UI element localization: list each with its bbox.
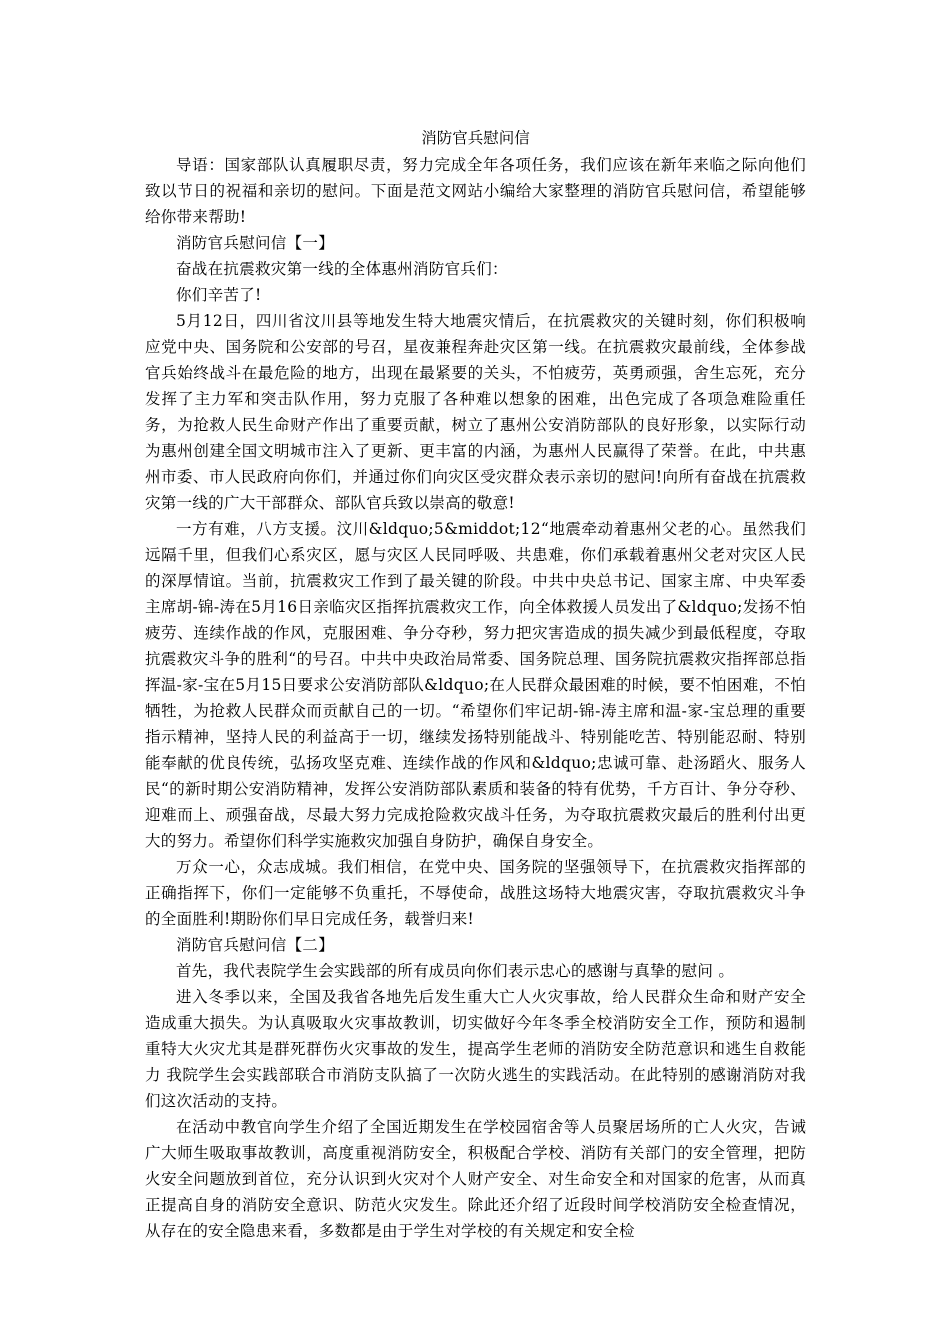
body-paragraph: 首先，我代表院学生会实践部的所有成员向你们表示忠心的感谢与真挚的慰问 。 — [176, 962, 735, 980]
salutation: 奋战在抗震救灾第一线的全体惠州消防官兵们： — [176, 260, 508, 278]
body-paragraph: 在活动中教官向学生介绍了全国近期发生在学校园宿舍等人员聚居场所的亡人火灾，告诫广大师生吸取事故教训，高度重视消防安全，积极配合学校、消防有关部门的安全管理，把防火安全问题放到首位，充分认识到火灾对个人财产安全、对生命安全和对国家的危害，从而真正提高自身的消防安全意识、防范火灾发生。除此还介绍了近段时间学校消防安全检查情况，从存在的安全隐患来看，多数都是由于学生对学校的有关规定和安全检 — [145, 1118, 806, 1240]
body-paragraph: 一方有难，八方支援。汶川&ldquo;5&middot;12“地震牵动着惠州父老的心。虽然我们远隔千里，但我们心系灾区，愿与灾区人民同呼吸、共患难，你们承载着惠州父老对灾区人民的深厚情谊。当前，抗震救灾工作到了最关键的阶段。中共中央总书记、国家主席、中央军委主席胡-锦-涛在5月16日亲临灾区指挥抗震救灾工作，向全体救援人员发出了&ldquo;发扬不怕疲劳、连续作战的作风，克服困难、争分夺秒，努力把灾害造成的损失减少到最低程度，夺取抗震救灾斗争的胜利“的号召。中共中央政治局常委、国务院总理、国务院抗震救灾指挥部总指挥温-家-宝在5月15日要求公安消防部队&ldquo;在人民群众最困难的时候，要不怕困难，不怕牺牲，为抢救人民群众而贡献自己的一切。“希望你们牢记胡-锦-涛主席和温-家-宝总理的重要指示精神，坚持人民的利益高于一切，继续发扬特别能战斗、特别能吃苦、特别能忍耐、特别能奉献的优良传统，弘扬攻坚克难、连续作战的作风和&ldquo;忠诚可靠、赴汤蹈火、服务人民“的新时期公安消防精神，发挥公安消防部队素质和装备的特有优势，千方百计、争分夺秒、迎难而上、顽强奋战，尽最大努力完成抢险救灾战斗任务，为夺取抗震救灾最后的胜利付出更大的努力。希望你们科学实施救灾加强自身防护，确保自身安全。 — [145, 520, 806, 850]
document-body — [145, 126, 806, 1244]
section-heading-one: 消防官兵慰问信【一】 — [176, 234, 335, 252]
intro-paragraph: 导语：国家部队认真履职尽责，努力完成全年各项任务，我们应该在新年来临之际向他们致以节日的祝福和亲切的慰问。下面是范文网站小编给大家整理的消防官兵慰问信，希望能够给你带来帮助! — [145, 156, 806, 226]
body-paragraph: 5月12日，四川省汶川县等地发生特大地震灾情后，在抗震救灾的关键时刻，你们积极响应党中央、国务院和公安部的号召，星夜兼程奔赴灾区第一线。在抗震救灾最前线，全体参战官兵始终战斗在最危险的地方，出现在最紧要的关头，不怕疲劳，英勇顽强，舍生忘死，充分发挥了主力军和突击队作用，努力克服了各种难以想象的困难，出色完成了各项急难险重任务，为抢救人民生命财产作出了重要贡献，树立了惠州公安消防部队的良好形象，以实际行动为惠州创建全国文明城市注入了更新、更丰富的内涵，为惠州人民赢得了荣誉。在此，中共惠州市委、市人民政府向你们，并通过你们向灾区受灾群众表示亲切的慰问!向所有奋战在抗震救灾第一线的广大干部群众、部队官兵致以崇高的敬意! — [145, 312, 806, 512]
document-title: 消防官兵慰问信 — [421, 129, 530, 147]
body-paragraph: 万众一心，众志成城。我们相信，在党中央、国务院的坚强领导下，在抗震救灾指挥部的正确指挥下，你们一定能够不负重托，不辱使命，战胜这场特大地震灾害，夺取抗震救灾斗争的全面胜利!期盼你们早日完成任务，载誉归来! — [145, 858, 806, 928]
section-heading-two: 消防官兵慰问信【二】 — [176, 936, 335, 954]
greeting: 你们辛苦了! — [176, 286, 262, 304]
body-paragraph: 进入冬季以来，全国及我省各地先后发生重大亡人火灾事故，给人民群众生命和财产安全造成重大损失。为认真吸取火灾事故教训，切实做好今年冬季全校消防安全工作，预防和遏制重特大火灾尤其是群死群伤火灾事故的发生，提高学生老师的消防安全防范意识和逃生自救能力 我院学生会实践部联合市消防支队搞了一次防火逃生的实践活动。在此特别的感谢消防对我们这次活动的支持。 — [145, 988, 806, 1110]
